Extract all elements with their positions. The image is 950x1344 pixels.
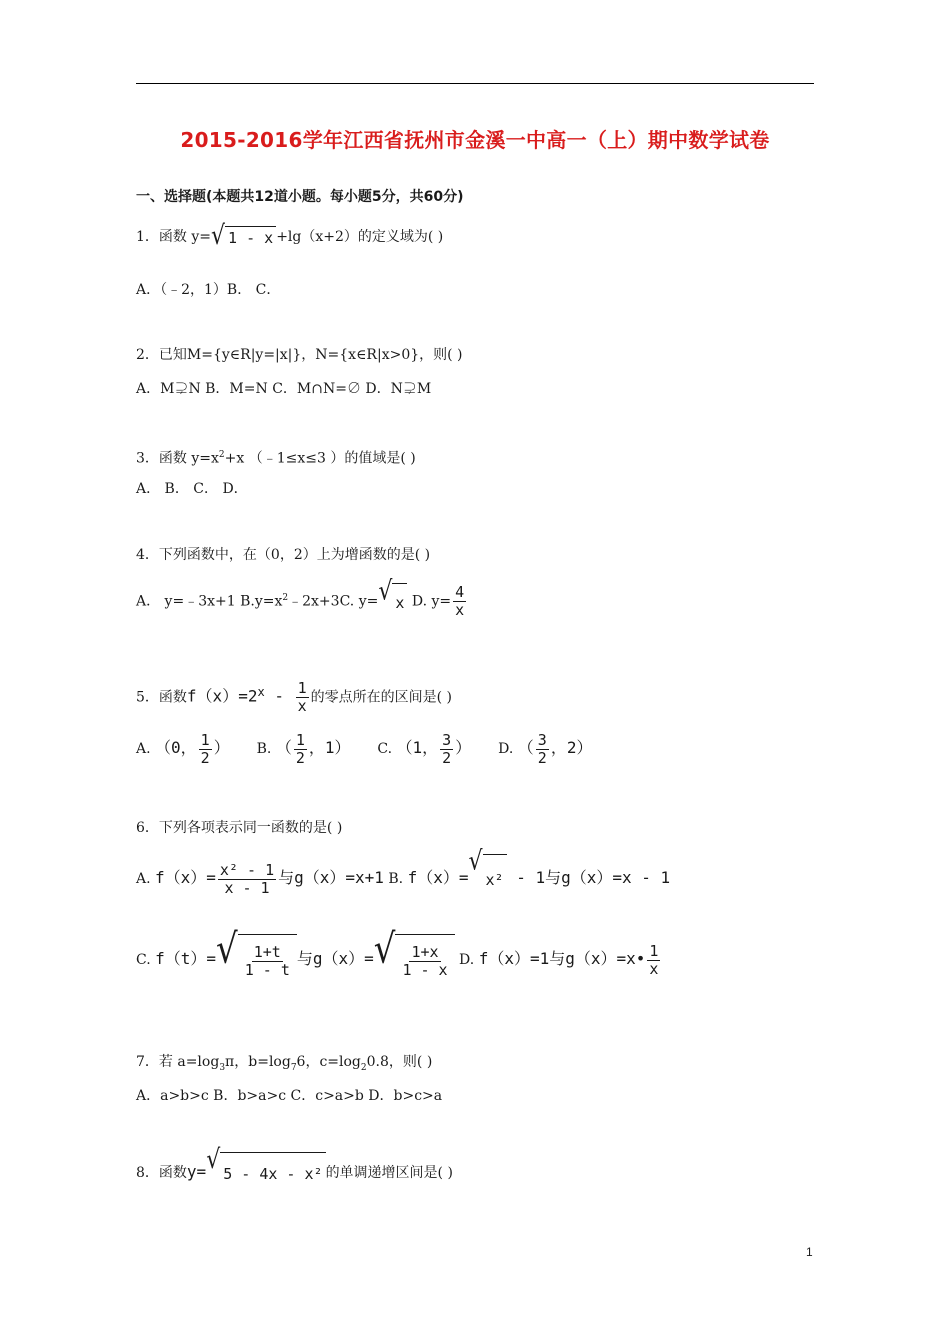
page-title: 2015-2016学年江西省抚州市金溪一中高一（上）期中数学试卷 — [180, 128, 770, 152]
question-7-options: A．a>b>c B．b>a>c C．c>a>b D．b>c>a — [136, 1088, 443, 1104]
q3-exponent: 2 — [218, 450, 225, 460]
numerator: 3 — [537, 730, 547, 749]
denominator: 2 — [537, 748, 547, 767]
fraction — [400, 945, 449, 978]
sqrt-argument: 5 - 4x - x² — [220, 1152, 325, 1194]
q5-option-c-left: （1， — [396, 738, 439, 757]
q5-function: f（x）=2 — [186, 686, 258, 706]
q5-exponent: x — [257, 685, 265, 699]
q5-option-d-right: ，2） — [550, 738, 593, 757]
question-6-options-ab — [136, 846, 671, 904]
question-2-options: A．M⊋N B．M=N C．M∩N=∅ D．N⊋M — [136, 381, 432, 397]
question-4-options — [136, 576, 468, 621]
sqrt-expression: √ $\frac{1+t}{1 - t}$ — [216, 934, 297, 986]
q3-post: +x （﹣1≤x≤3 ）的值域是( ) — [224, 450, 416, 467]
q4-option-c: C. y= — [339, 593, 379, 610]
fraction — [440, 730, 453, 767]
q6-option-b-g: - 1与g（x）=x - 1 — [506, 868, 671, 887]
q6-option-b-label: B. — [388, 871, 404, 887]
page-number: 1 — [806, 1245, 813, 1259]
section-heading: 一、选择题(本题共12道小题。每小题5分，共60分) — [136, 189, 464, 205]
denominator: x - 1 — [224, 878, 270, 897]
numerator: 4 — [455, 583, 465, 602]
q3-pre: 3．函数 y=x — [136, 450, 219, 467]
numerator: 1 — [295, 730, 305, 749]
numerator: 1+t — [253, 943, 281, 961]
fraction — [294, 730, 307, 767]
q6-option-d-f: f（x）=1与g（x）=x• — [478, 949, 646, 968]
q4-option-b-rest: ﹣2x+3 — [288, 593, 340, 610]
q6-option-c-label: C. — [136, 952, 151, 968]
denominator: 2 — [442, 748, 452, 767]
q5-option-c-right: ） — [455, 738, 472, 757]
fraction — [296, 681, 309, 714]
question-1-options: A．（﹣2，1）B． C． — [136, 282, 281, 298]
denominator: x — [649, 959, 659, 978]
q5-option-a-label: A. — [136, 741, 151, 757]
q7-base-2: 7 — [290, 1062, 297, 1073]
q6-option-a-g: 与g（x）=x+1 — [278, 868, 384, 887]
denominator: 1 - t — [244, 961, 290, 979]
sqrt-expression: √ x² — [468, 854, 506, 904]
q7-pre: 7．若 a=log — [136, 1054, 220, 1070]
q7-post: 0.8，则( ) — [366, 1054, 433, 1070]
denominator: x — [455, 601, 465, 620]
question-3-options: A． B． C． D． — [136, 481, 248, 497]
sqrt-argument: 1 - x — [225, 226, 276, 248]
q7-mid-1: π，b=log — [225, 1054, 291, 1070]
denominator: x — [297, 697, 307, 716]
q5-option-a-right: ） — [213, 738, 230, 757]
denominator: 2 — [295, 748, 305, 767]
q5-option-a-left: （0， — [155, 738, 197, 757]
q8-post: 的单调递增区间是( ) — [325, 1165, 453, 1181]
q5-post: 的零点所在的区间是( ) — [310, 689, 453, 706]
q5-option-d-label: D. — [498, 741, 514, 757]
question-8-stem — [136, 1145, 453, 1194]
question-6-options-cd — [136, 925, 662, 986]
q8-y: y= — [186, 1162, 207, 1181]
q6-option-b-f: f（x）= — [407, 868, 469, 887]
q5-option-b-label: B. — [256, 741, 272, 757]
q7-mid-2: 6，c=log — [296, 1054, 361, 1070]
q5-option-d-left: （ — [517, 738, 534, 757]
q5-minus: - — [264, 686, 294, 706]
fraction — [218, 860, 276, 897]
question-3-stem — [136, 445, 416, 469]
fraction — [647, 941, 660, 978]
question-5-stem — [136, 672, 452, 718]
q6-option-d-label: D. — [459, 952, 475, 968]
question-7-stem — [136, 1052, 432, 1078]
header-rule — [136, 83, 814, 84]
q1-pre: 1．函数 y= — [136, 229, 211, 245]
q1-post: +lg（x+2）的定义域为( ) — [276, 229, 444, 245]
sqrt-expression: √ x — [378, 583, 407, 621]
q4-option-d: D. y= — [411, 593, 452, 610]
q6-option-c-f: f（t）= — [155, 949, 217, 968]
fraction — [243, 945, 292, 978]
sqrt-argument: x² — [483, 854, 507, 904]
numerator: 3 — [442, 730, 452, 749]
q8-pre: 8．函数 — [136, 1165, 187, 1181]
numerator: x² - 1 — [219, 860, 275, 879]
question-5-options — [136, 726, 592, 771]
q5-option-b-right: ，1） — [308, 738, 351, 757]
question-2-stem: 2．已知M={y∈R|y=|x|}，N={x∈R|x>0}，则( ) — [136, 347, 463, 363]
numerator: 1 — [200, 730, 210, 749]
q6-option-c-g: 与g（x）= — [296, 949, 374, 968]
fraction — [453, 585, 466, 618]
q6-option-a-label: A. — [136, 871, 151, 887]
q4-option-b-exponent: 2 — [282, 593, 289, 603]
question-6-stem: 6．下列各项表示同一函数的是( ) — [136, 820, 343, 836]
numerator: 1+x — [411, 943, 439, 961]
q6-option-a-f: f（x）= — [155, 868, 216, 887]
sqrt-argument: x — [392, 583, 407, 621]
q4-option-b: y=x — [254, 593, 283, 610]
question-1-stem — [136, 221, 444, 252]
denominator: 2 — [200, 748, 210, 767]
q5-pre: 5．函数 — [136, 689, 187, 706]
q7-base-1: 3 — [219, 1062, 226, 1073]
q5-option-b-left: （ — [275, 738, 292, 757]
sqrt-expression: √ 5 - 4x - x² — [206, 1152, 325, 1194]
sqrt-expression: √ $\frac{1+x}{1 - x}$ — [374, 934, 455, 986]
fraction — [536, 730, 549, 767]
q5-option-c-label: C. — [377, 741, 393, 757]
numerator: 1 — [649, 941, 659, 960]
q7-base-3: 2 — [360, 1062, 367, 1073]
q4-option-a: A． y=﹣3x+1 B. — [136, 593, 255, 610]
denominator: 1 - x — [402, 961, 448, 979]
numerator: 1 — [297, 679, 307, 698]
fraction — [199, 730, 212, 767]
sqrt-expression: √ 1 - x — [211, 226, 276, 248]
question-4-stem: 4．下列函数中，在（0，2）上为增函数的是( ) — [136, 547, 431, 563]
